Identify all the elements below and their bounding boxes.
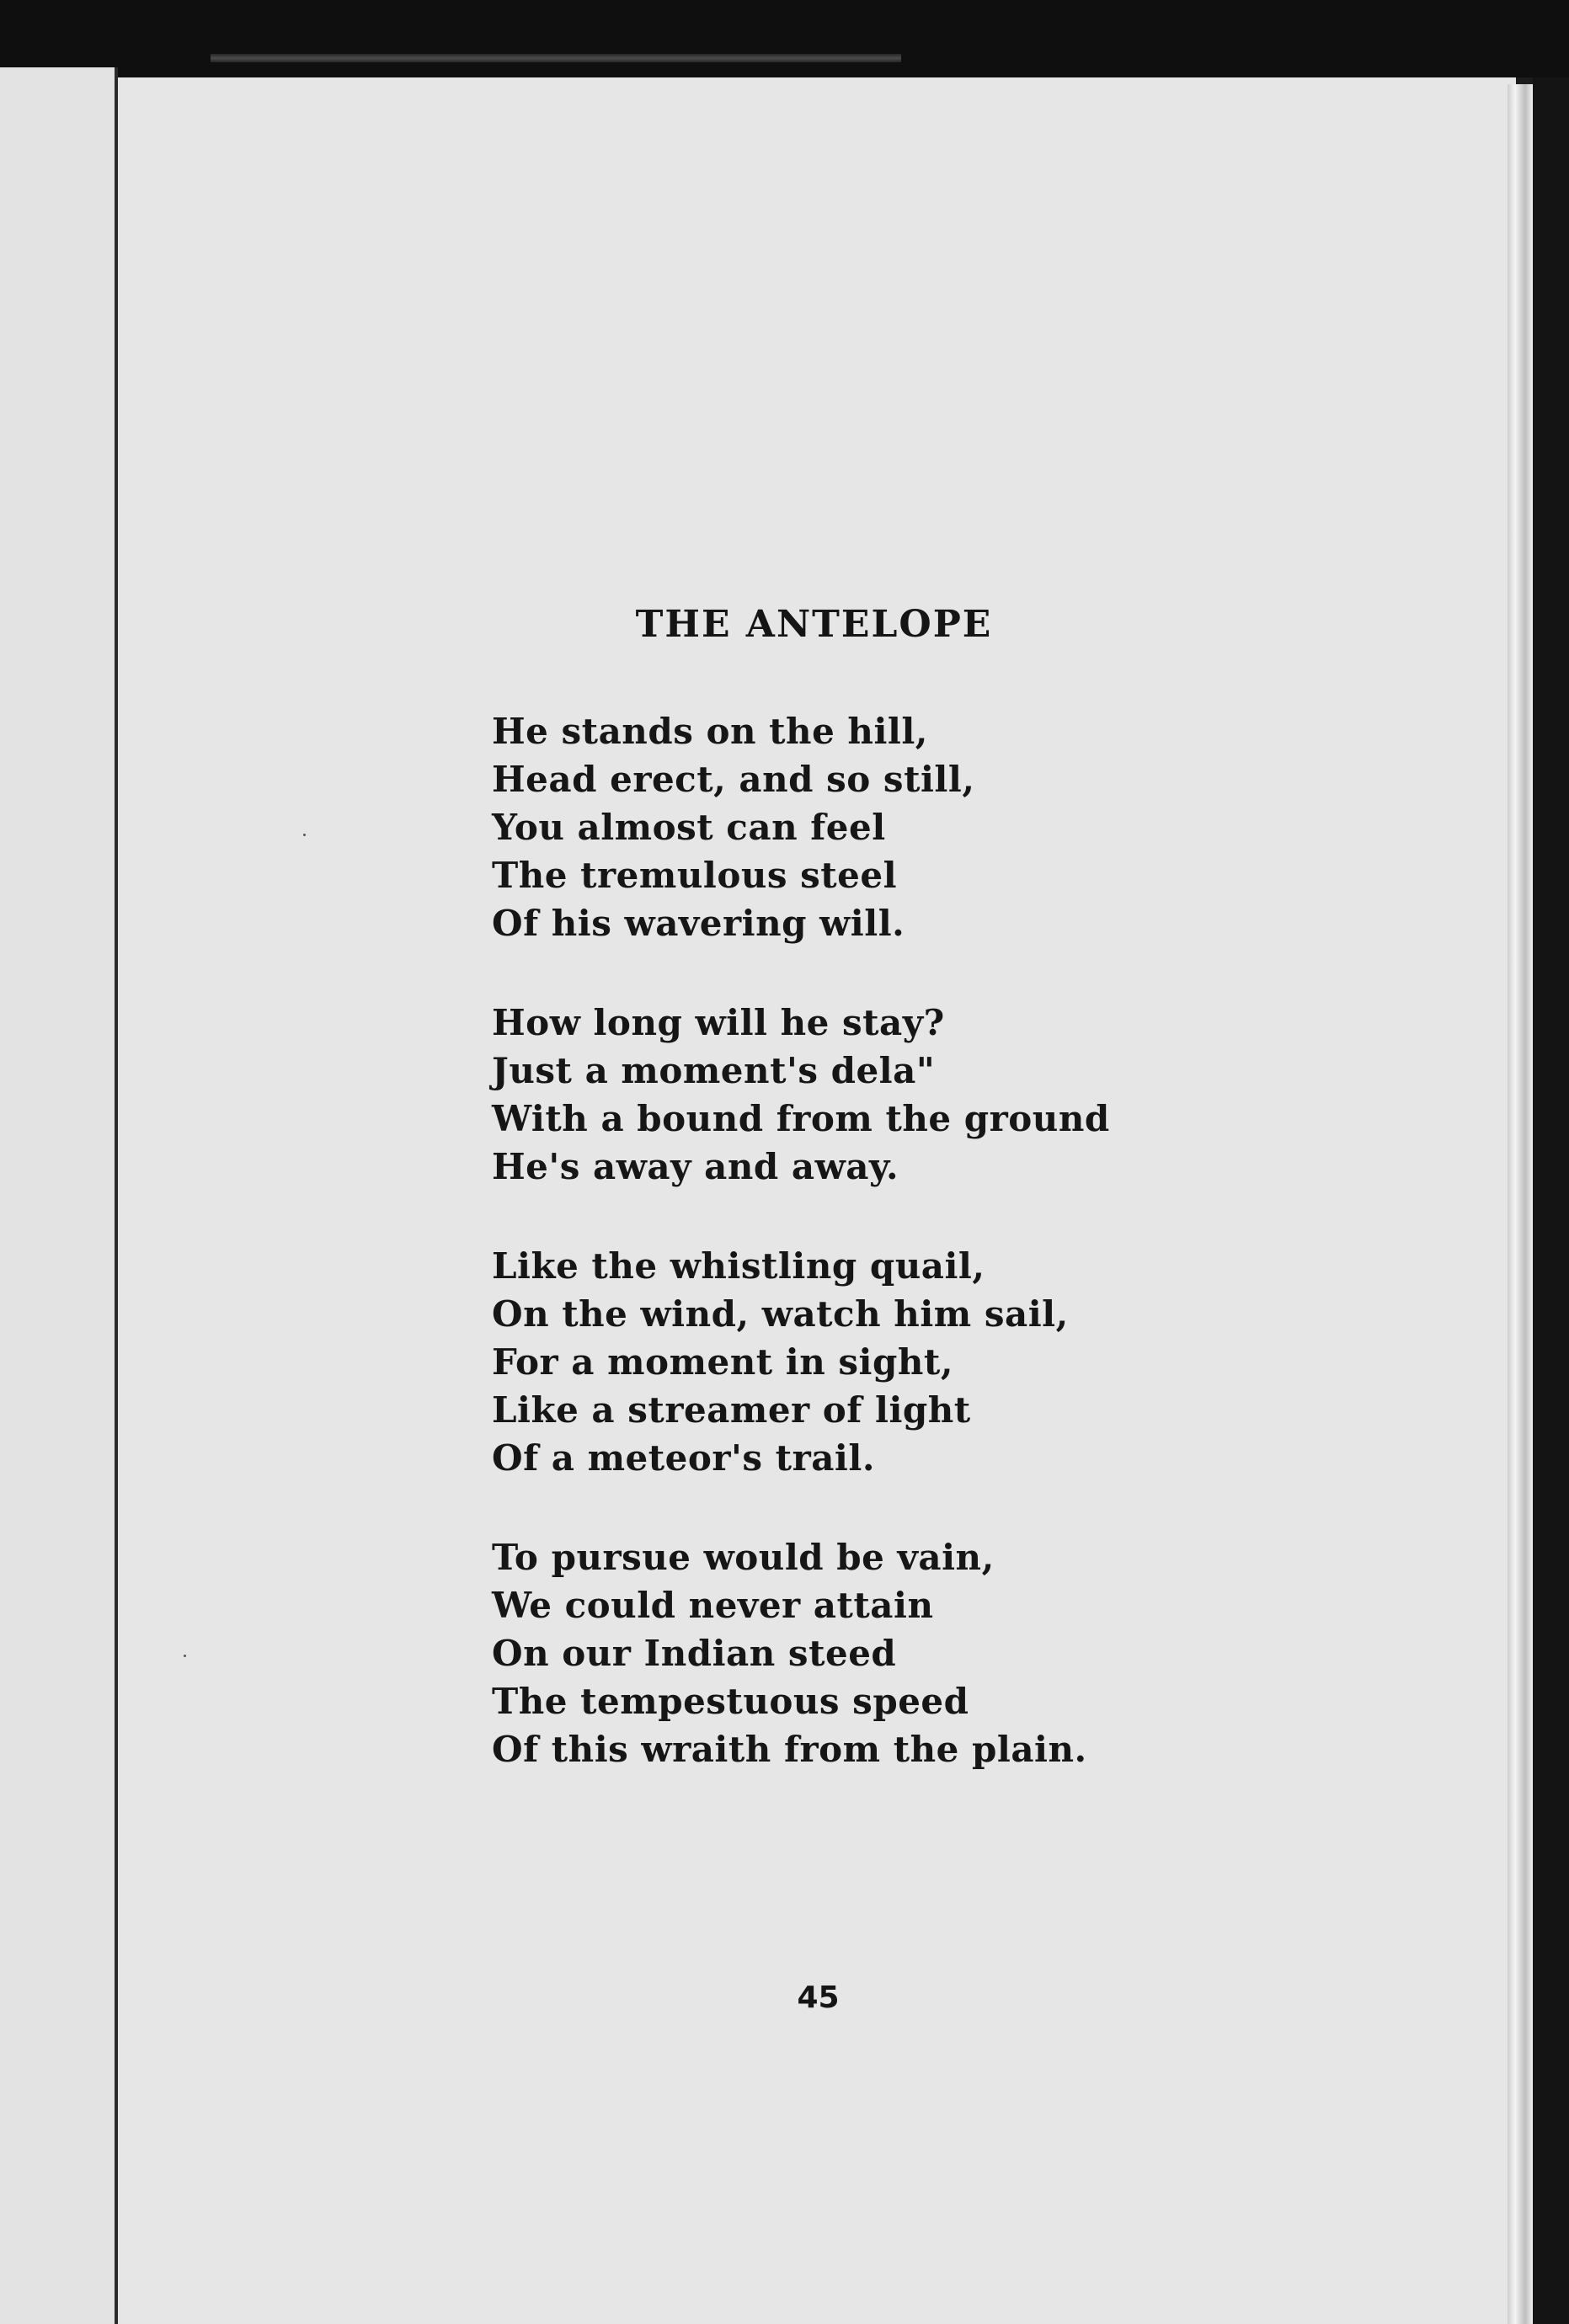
- poem-line: He stands on the hill,: [492, 711, 928, 752]
- page-number: 45: [797, 1980, 840, 2015]
- poem-line: The tempestuous speed: [492, 1681, 969, 1722]
- scan-top-rule: [211, 54, 901, 62]
- stanza-4: [492, 1533, 1110, 1773]
- poem-line: The tremulous steel: [492, 855, 898, 896]
- poem-line: Of this wraith from the plain.: [492, 1729, 1087, 1770]
- poem-line: Of his wavering will.: [492, 903, 905, 944]
- poem-line: Like the whistling quail,: [492, 1245, 985, 1287]
- poem-line: On the wind, watch him sail,: [492, 1293, 1069, 1335]
- poem-line: Head erect, and so still,: [492, 759, 975, 800]
- poem-line: To pursue would be vain,: [492, 1537, 995, 1578]
- poem-title: THE ANTELOPE: [635, 603, 993, 646]
- stanza-2: [492, 999, 1110, 1191]
- poem-line: How long will he stay?: [492, 1002, 945, 1043]
- poem-line: On our Indian steed: [492, 1633, 897, 1674]
- poem-line: Like a streamer of light: [492, 1389, 971, 1431]
- poem-line: You almost can feel: [492, 807, 886, 848]
- stanza-3: [492, 1242, 1110, 1482]
- poem-line: Of a meteor's trail.: [492, 1437, 875, 1479]
- poem-line: We could never attain: [492, 1585, 934, 1626]
- poem-body: [492, 707, 1110, 1825]
- poem-line: With a bound from the ground: [492, 1098, 1110, 1139]
- scan-speck: [303, 834, 306, 836]
- scan-top-border: [0, 0, 1569, 77]
- stanza-1: [492, 707, 1110, 947]
- poem-line: Just a moment's dela": [492, 1050, 936, 1091]
- scan-speck: [184, 1655, 186, 1657]
- poem-line: He's away and away.: [492, 1146, 899, 1187]
- poem-line: For a moment in sight,: [492, 1341, 953, 1383]
